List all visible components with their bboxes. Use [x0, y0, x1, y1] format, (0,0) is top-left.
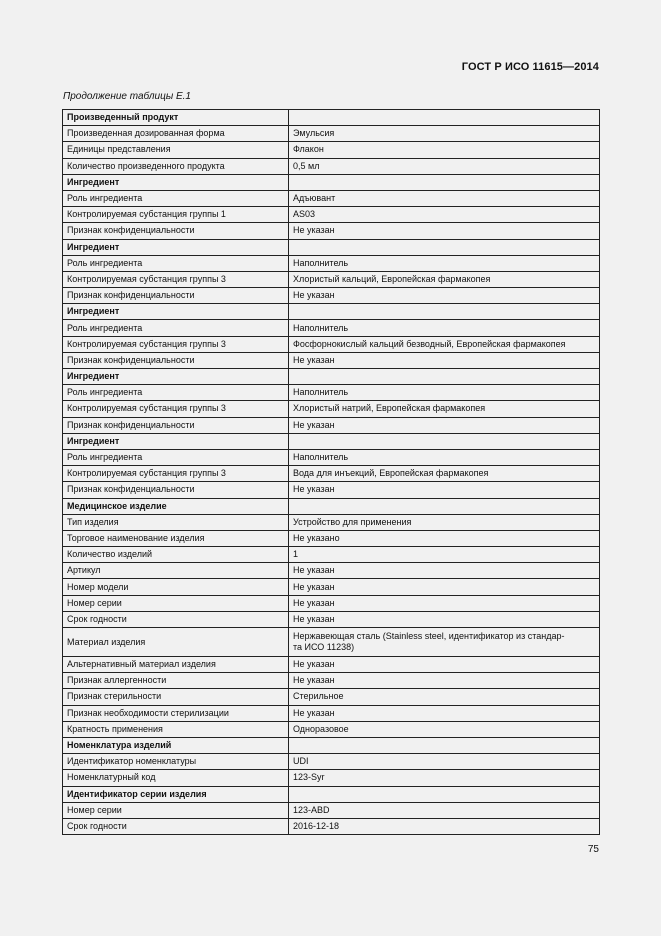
attribute-value: Нержавеющая сталь (Stainless steel, идентификатор из стандар- та ИСО 11238): [289, 628, 600, 657]
attribute-label: Срок годности: [63, 818, 289, 834]
section-title: Номенклатура изделий: [63, 737, 289, 753]
attribute-label: Количество произведенного продукта: [63, 158, 289, 174]
attribute-value: [289, 239, 600, 255]
specification-table: [62, 109, 600, 835]
table-row: [63, 770, 600, 786]
table-row: [63, 482, 600, 498]
attribute-value: Не указан: [289, 673, 600, 689]
table-row: [63, 271, 600, 287]
attribute-label: Кратность применения: [63, 721, 289, 737]
attribute-label: Тип изделия: [63, 514, 289, 530]
attribute-value: Не указан: [289, 657, 600, 673]
table-row: [63, 401, 600, 417]
section-header-row: [63, 786, 600, 802]
table-row: [63, 449, 600, 465]
attribute-label: Роль ингредиента: [63, 449, 289, 465]
table-row: [63, 320, 600, 336]
table-row: [63, 611, 600, 627]
attribute-value: 123-ABD: [289, 802, 600, 818]
attribute-value: Эмульсия: [289, 126, 600, 142]
attribute-label: Роль ингредиента: [63, 190, 289, 206]
attribute-value: Не указан: [289, 482, 600, 498]
attribute-value: Наполнитель: [289, 320, 600, 336]
attribute-label: Признак конфиденциальности: [63, 417, 289, 433]
table-caption: Продолжение таблицы Е.1: [63, 91, 191, 102]
table-row: [63, 689, 600, 705]
table-row: [63, 385, 600, 401]
attribute-value: [289, 304, 600, 320]
table-row: [63, 223, 600, 239]
table-row: [63, 579, 600, 595]
attribute-value: Стерильное: [289, 689, 600, 705]
attribute-value: Одноразовое: [289, 721, 600, 737]
attribute-value: [289, 433, 600, 449]
attribute-value: Не указан: [289, 563, 600, 579]
section-title: Ингредиент: [63, 369, 289, 385]
section-title: Ингредиент: [63, 433, 289, 449]
table-row: [63, 705, 600, 721]
attribute-value: [289, 110, 600, 126]
attribute-label: Произведенная дозированная форма: [63, 126, 289, 142]
table-row: [63, 802, 600, 818]
table-row: [63, 547, 600, 563]
table-row: [63, 158, 600, 174]
attribute-value: Фосфорнокислый кальций безводный, Европейская фармакопея: [289, 336, 600, 352]
standard-designation: ГОСТ Р ИСО 11615—2014: [461, 61, 599, 73]
table-row: [63, 142, 600, 158]
attribute-label: Номер серии: [63, 595, 289, 611]
attribute-value: Наполнитель: [289, 449, 600, 465]
section-header-row: [63, 433, 600, 449]
attribute-value: Не указан: [289, 705, 600, 721]
table-row: [63, 563, 600, 579]
table-row: [63, 628, 600, 657]
attribute-value: Наполнитель: [289, 255, 600, 271]
attribute-value: [289, 174, 600, 190]
attribute-label: Признак конфиденциальности: [63, 352, 289, 368]
attribute-label: Номер серии: [63, 802, 289, 818]
attribute-value: Не указан: [289, 579, 600, 595]
attribute-value: Наполнитель: [289, 385, 600, 401]
attribute-label: Артикул: [63, 563, 289, 579]
attribute-value: Не указан: [289, 417, 600, 433]
table-row: [63, 754, 600, 770]
attribute-label: Признак аллергенности: [63, 673, 289, 689]
attribute-label: Признак конфиденциальности: [63, 223, 289, 239]
attribute-value: [289, 498, 600, 514]
section-title: Ингредиент: [63, 304, 289, 320]
table-body: [63, 110, 600, 835]
section-header-row: [63, 304, 600, 320]
section-header-row: [63, 174, 600, 190]
attribute-label: Количество изделий: [63, 547, 289, 563]
attribute-label: Материал изделия: [63, 628, 289, 657]
attribute-value: [289, 786, 600, 802]
attribute-value: [289, 369, 600, 385]
attribute-value: Не указан: [289, 611, 600, 627]
attribute-value: 2016-12-18: [289, 818, 600, 834]
attribute-label: Признак стерильности: [63, 689, 289, 705]
attribute-label: Роль ингредиента: [63, 255, 289, 271]
attribute-value: Не указано: [289, 530, 600, 546]
attribute-value: Вода для инъекций, Европейская фармакопея: [289, 466, 600, 482]
attribute-value: UDI: [289, 754, 600, 770]
table-row: [63, 721, 600, 737]
table-row: [63, 595, 600, 611]
table-row: [63, 466, 600, 482]
attribute-label: Контролируемая субстанция группы 3: [63, 466, 289, 482]
attribute-label: Торговое наименование изделия: [63, 530, 289, 546]
attribute-value: Не указан: [289, 223, 600, 239]
table-row: [63, 288, 600, 304]
section-header-row: [63, 737, 600, 753]
section-title: Ингредиент: [63, 174, 289, 190]
attribute-label: Номенклатурный код: [63, 770, 289, 786]
attribute-value: Флакон: [289, 142, 600, 158]
section-title: Медицинское изделие: [63, 498, 289, 514]
section-header-row: [63, 498, 600, 514]
attribute-value: Не указан: [289, 595, 600, 611]
attribute-value: Хлористый натрий, Европейская фармакопея: [289, 401, 600, 417]
table-row: [63, 255, 600, 271]
table-row: [63, 673, 600, 689]
attribute-label: Контролируемая субстанция группы 3: [63, 336, 289, 352]
attribute-label: Роль ингредиента: [63, 385, 289, 401]
table-row: [63, 818, 600, 834]
attribute-label: Альтернативный материал изделия: [63, 657, 289, 673]
table-row: [63, 126, 600, 142]
attribute-value: Адъювант: [289, 190, 600, 206]
attribute-label: Контролируемая субстанция группы 1: [63, 207, 289, 223]
attribute-label: Идентификатор номенклатуры: [63, 754, 289, 770]
attribute-label: Роль ингредиента: [63, 320, 289, 336]
attribute-value: 1: [289, 547, 600, 563]
attribute-value: [289, 737, 600, 753]
attribute-value: 0,5 мл: [289, 158, 600, 174]
section-header-row: [63, 110, 600, 126]
table-row: [63, 657, 600, 673]
section-title: Произведенный продукт: [63, 110, 289, 126]
table-row: [63, 207, 600, 223]
table-row: [63, 514, 600, 530]
section-title: Идентификатор серии изделия: [63, 786, 289, 802]
table-row: [63, 336, 600, 352]
table-row: [63, 417, 600, 433]
attribute-value: Не указан: [289, 352, 600, 368]
section-header-row: [63, 239, 600, 255]
attribute-label: Контролируемая субстанция группы 3: [63, 271, 289, 287]
section-header-row: [63, 369, 600, 385]
table-row: [63, 190, 600, 206]
attribute-label: Номер модели: [63, 579, 289, 595]
attribute-value: AS03: [289, 207, 600, 223]
attribute-label: Признак конфиденциальности: [63, 288, 289, 304]
table-row: [63, 530, 600, 546]
attribute-label: Признак необходимости стерилизации: [63, 705, 289, 721]
attribute-value: Устройство для применения: [289, 514, 600, 530]
page-number: 75: [587, 844, 599, 855]
attribute-value: Хлористый кальций, Европейская фармакопея: [289, 271, 600, 287]
attribute-label: Единицы представления: [63, 142, 289, 158]
attribute-label: Контролируемая субстанция группы 3: [63, 401, 289, 417]
attribute-label: Срок годности: [63, 611, 289, 627]
attribute-value: Не указан: [289, 288, 600, 304]
attribute-value: 123-Syr: [289, 770, 600, 786]
table-row: [63, 352, 600, 368]
section-title: Ингредиент: [63, 239, 289, 255]
attribute-label: Признак конфиденциальности: [63, 482, 289, 498]
